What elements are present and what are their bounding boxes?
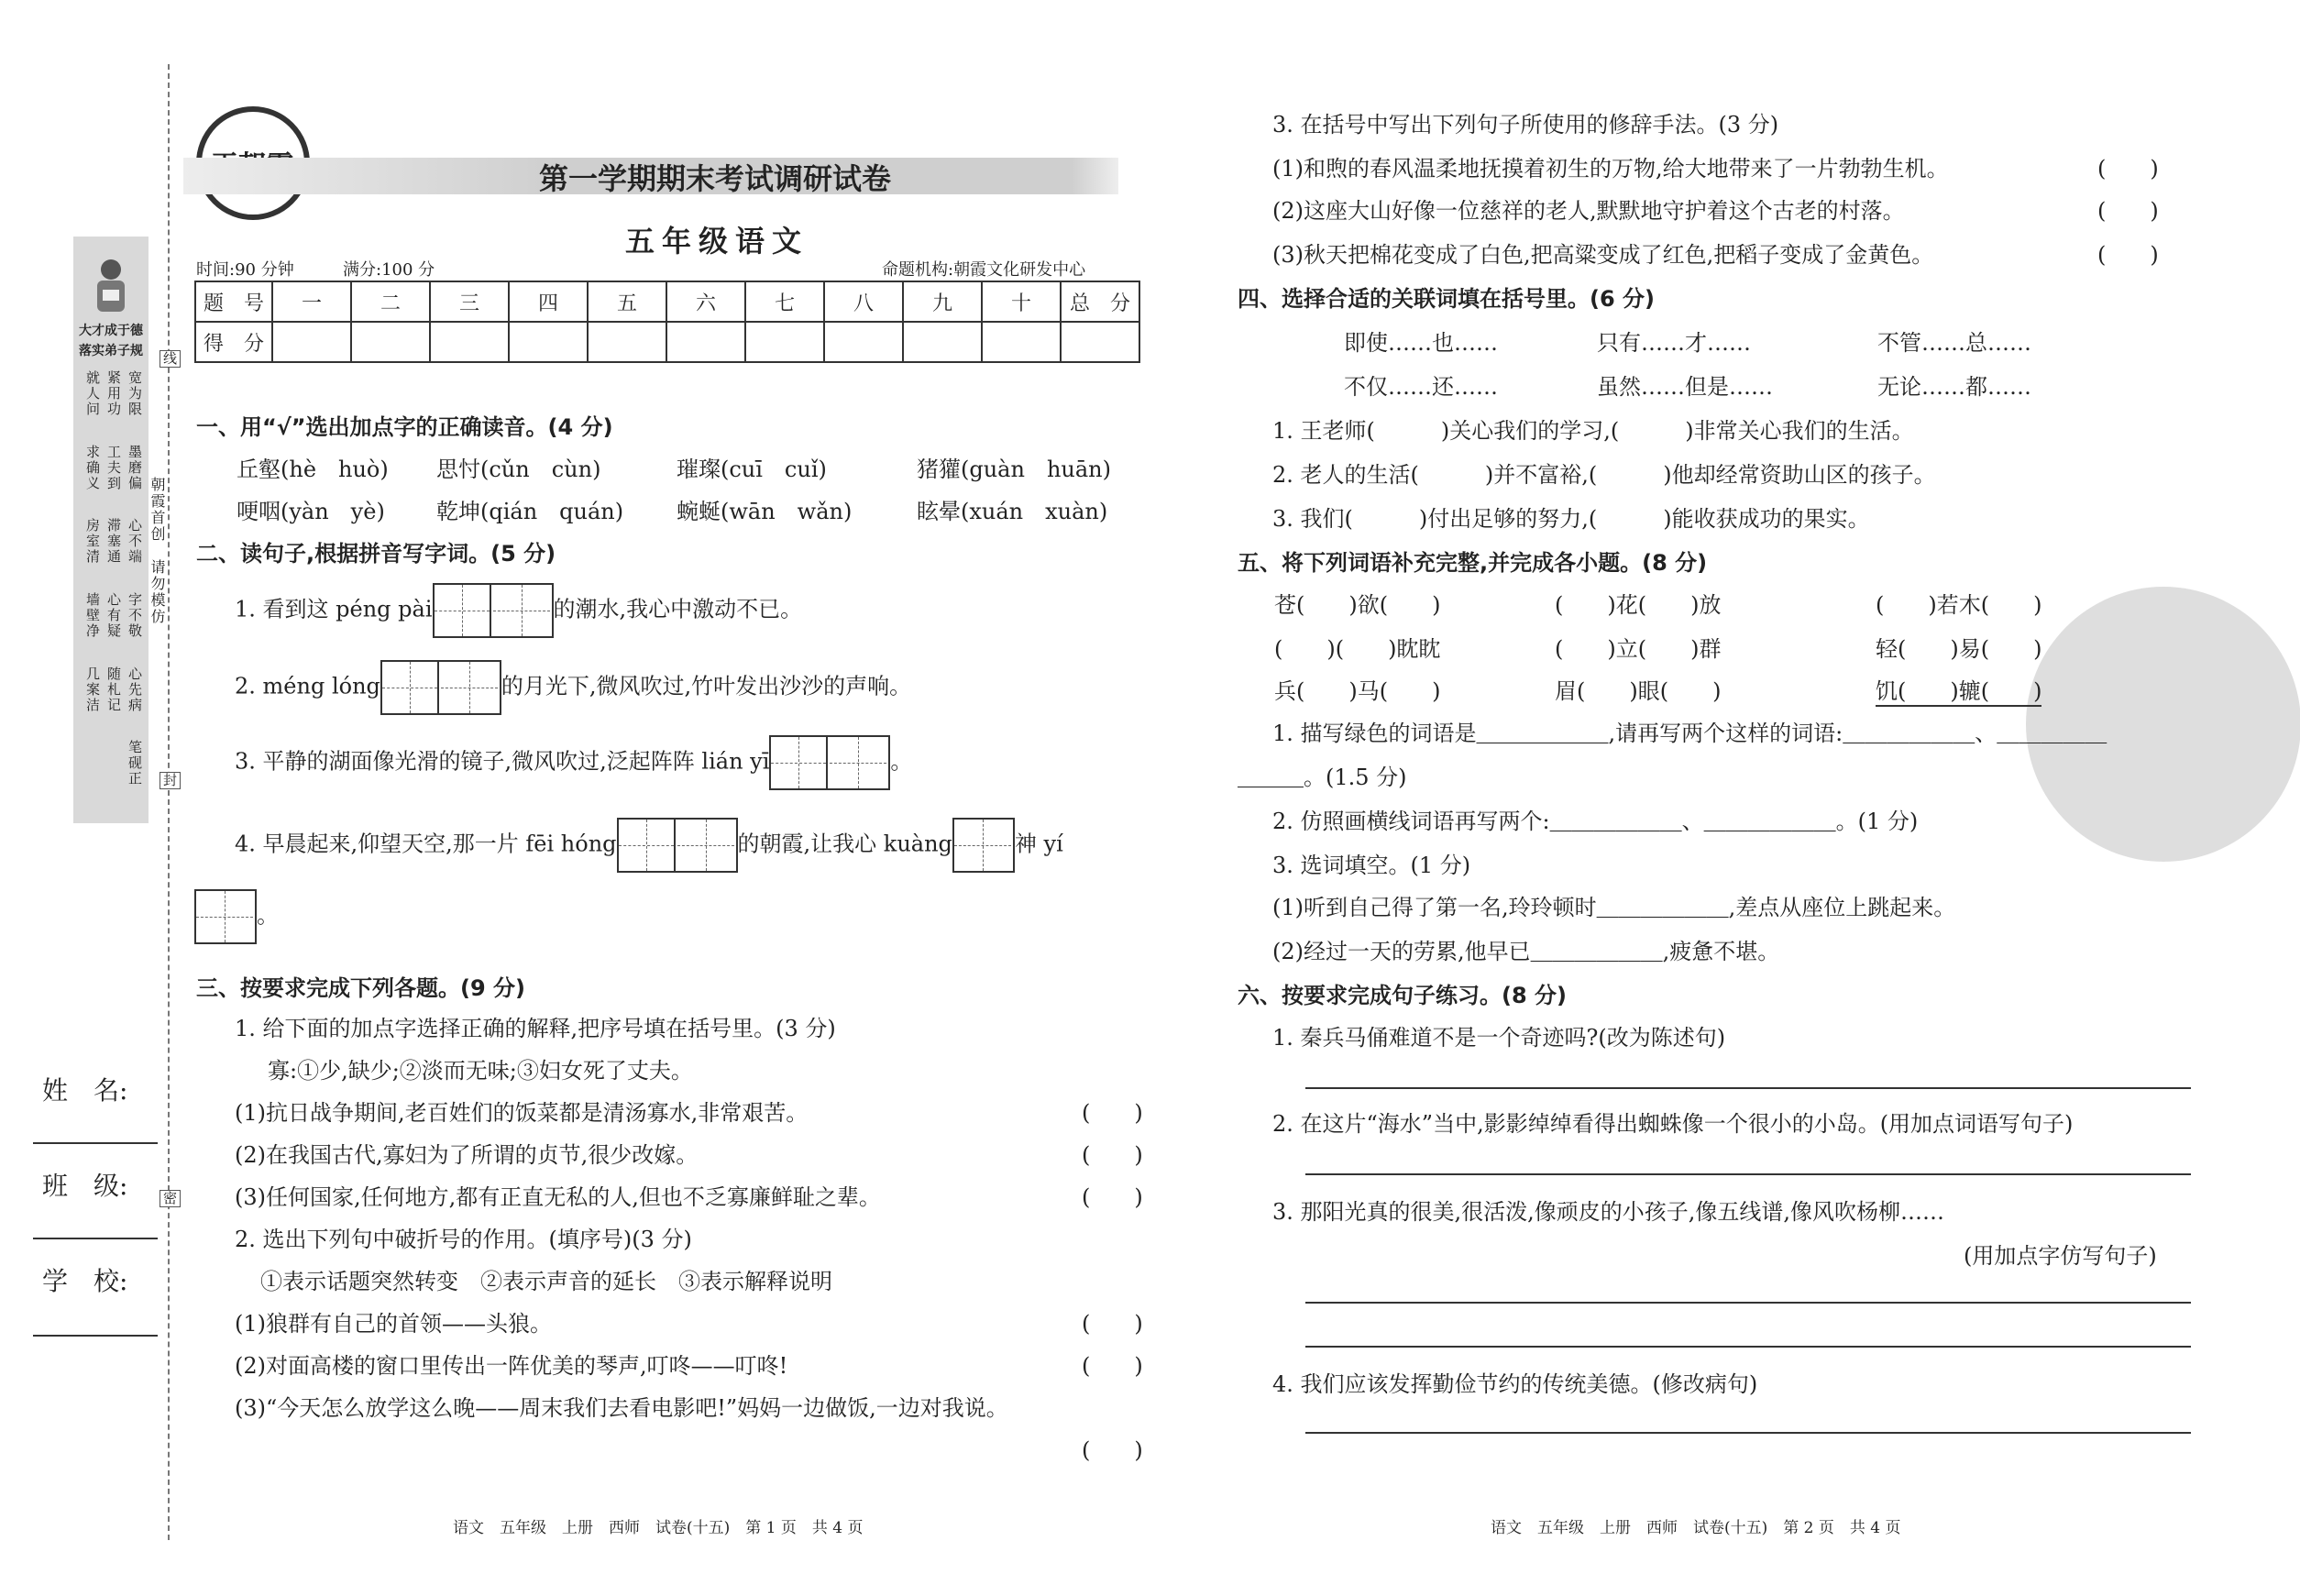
motto-col: 墨磨偏 xyxy=(127,444,143,491)
class-field[interactable] xyxy=(33,1238,158,1239)
score-input[interactable] xyxy=(588,322,666,362)
score-cell: 二 xyxy=(351,281,430,322)
q2-2-text-b: 的月光下,微风吹过,竹叶发出沙沙的声响。 xyxy=(501,673,912,699)
score-cell: 总 分 xyxy=(1061,281,1139,322)
exam-title: 第一学期期末考试调研试卷 xyxy=(539,161,892,196)
score-cell: 一 xyxy=(272,281,351,322)
answer-paren[interactable]: ( ) xyxy=(1082,1184,1143,1210)
q5-word[interactable]: 苍( )欲( ) xyxy=(1274,592,1441,618)
q5-word[interactable]: ( )( )眈眈 xyxy=(1274,636,1441,662)
q2-sentence-4 xyxy=(235,818,1063,873)
q3-3-b: (2)这座大山好像一位慈祥的老人,默默地守护着这个古老的村落。 xyxy=(1272,198,1905,224)
q6-2: 2. 在这片“海水”当中,影影绰绰看得出蜘蛛像一个很小的小岛。(用加点词语写句子) xyxy=(1272,1111,2074,1137)
motto-line-2: 落实弟子规 xyxy=(79,344,143,358)
pinyin-writing-grid[interactable] xyxy=(617,818,738,873)
score-input[interactable] xyxy=(351,322,430,362)
q3-1-c: (3)任何国家,任何地方,都有正直无私的人,但也不乏寡廉鲜耻之辈。 xyxy=(235,1184,881,1210)
q2-sentence-3 xyxy=(235,735,912,790)
pinyin-writing-grid[interactable] xyxy=(433,583,554,638)
score-input[interactable] xyxy=(982,322,1061,362)
q1-item[interactable]: 思忖(cǔn cùn) xyxy=(436,457,601,482)
q1-title: 一、用“√”选出加点字的正确读音。(4 分) xyxy=(196,414,613,440)
q6-3: 3. 那阳光真的很美,很活泼,像顽皮的小孩子,像五线谱,像风吹杨柳…… xyxy=(1272,1199,1945,1225)
score-input[interactable] xyxy=(666,322,745,362)
q6-title: 六、按要求完成句子练习。(8 分) xyxy=(1238,983,1567,1008)
q3-2-b: (2)对面高楼的窗口里传出一阵优美的琴声,叮咚——叮咚! xyxy=(235,1353,788,1379)
q3-2-options: ①表示话题突然转变 ②表示声音的延长 ③表示解释说明 xyxy=(260,1269,832,1294)
q2-3-text-b: 。 xyxy=(890,748,913,775)
copyright-note: 朝霞首创 请勿模仿 xyxy=(149,477,166,625)
q2-4-text-c: 神 yí xyxy=(1014,831,1063,857)
score-table xyxy=(194,281,1140,363)
motto-col: 紧用功 xyxy=(105,370,122,417)
score-input[interactable] xyxy=(272,322,351,362)
answer-paren[interactable]: ( ) xyxy=(1082,1311,1143,1337)
q5-1[interactable]: 1. 描写绿色的词语是＿＿＿＿＿＿,请再写两个这样的词语:＿＿＿＿＿＿、＿＿＿＿＿ xyxy=(1272,721,2107,746)
score-cell: 题 号 xyxy=(195,281,272,322)
q4-word: 只有……才…… xyxy=(1597,330,1751,356)
q3-1-definitions: 寡:①少,缺少;②淡而无味;③妇女死了丈夫。 xyxy=(268,1058,693,1084)
motto-col: 墙壁净 xyxy=(84,591,101,639)
score-cell: 九 xyxy=(903,281,982,322)
q4-word: 即使……也…… xyxy=(1344,330,1498,356)
score-input[interactable] xyxy=(824,322,903,362)
q3-2-c: (3)“今天怎么放学这么晚——周末我们去看电影吧!”妈妈一边做饭,一边对我说。 xyxy=(235,1395,1008,1421)
scholar-figure-icon xyxy=(92,255,130,319)
q2-sentence-4-cont xyxy=(194,889,279,944)
q3-3-instruction: 3. 在括号中写出下列句子所使用的修辞手法。(3 分) xyxy=(1272,112,1779,138)
q5-word[interactable]: 轻( )易( ) xyxy=(1876,636,2042,662)
score-cell: 七 xyxy=(745,281,824,322)
score-cell: 三 xyxy=(430,281,509,322)
q5-title: 五、将下列词语补充完整,并完成各小题。(8 分) xyxy=(1238,550,1708,576)
q1-item[interactable]: 蜿蜒(wān wǎn) xyxy=(677,499,853,524)
motto-banner xyxy=(73,237,149,823)
school-label: 学 校: xyxy=(42,1266,128,1296)
score-input[interactable] xyxy=(509,322,588,362)
name-label: 姓 名: xyxy=(42,1075,128,1106)
q2-sentence-1 xyxy=(235,583,802,638)
q2-4-text-b: 的朝霞,让我心 kuàng xyxy=(737,831,952,857)
answer-paren[interactable]: ( ) xyxy=(2097,198,2159,224)
q2-1-text-b: 的潮水,我心中激动不已。 xyxy=(553,596,803,622)
q3-2-a: (1)狼群有自己的首领——头狼。 xyxy=(235,1311,552,1337)
q5-1-cont[interactable]: ＿＿＿。(1.5 分) xyxy=(1238,765,1407,790)
q4-2[interactable]: 2. 老人的生活( )并不富裕,( )他却经常资助山区的孩子。 xyxy=(1272,462,1936,488)
q6-4: 4. 我们应该发挥勤俭节约的传统美德。(修改病句) xyxy=(1272,1371,1758,1397)
q5-word[interactable]: 眉( )眼( ) xyxy=(1555,678,1722,704)
exam-time: 时间:90 分钟 xyxy=(196,260,294,280)
score-input[interactable] xyxy=(745,322,824,362)
score-input[interactable] xyxy=(1061,322,1139,362)
pinyin-writing-grid[interactable] xyxy=(952,818,1015,873)
q2-4-text-d: 。 xyxy=(257,902,279,929)
q5-word[interactable]: ( )若木( ) xyxy=(1876,592,2042,618)
q5-word[interactable]: ( )花( )放 xyxy=(1555,592,1722,618)
q3-1-instruction: 1. 给下面的加点字选择正确的解释,把序号填在括号里。(3 分) xyxy=(235,1016,836,1041)
score-cell: 四 xyxy=(509,281,588,322)
q3-2-instruction: 2. 选出下列句中破折号的作用。(填序号)(3 分) xyxy=(235,1227,692,1252)
q5-word[interactable]: ( )立( )群 xyxy=(1555,636,1722,662)
pinyin-writing-grid[interactable] xyxy=(380,660,501,715)
q1-item[interactable]: 眩晕(xuán xuàn) xyxy=(917,499,1108,524)
answer-line[interactable] xyxy=(1305,1087,2191,1089)
q5-2[interactable]: 2. 仿照画横线词语再写两个:＿＿＿＿＿＿、＿＿＿＿＿＿。(1 分) xyxy=(1272,809,1919,834)
score-cell: 十 xyxy=(982,281,1061,322)
exam-organizer: 命题机构:朝霞文化研发中心 xyxy=(882,260,1086,280)
q5-3: 3. 选词填空。(1 分) xyxy=(1272,853,1471,878)
binding-dashed-line xyxy=(168,64,170,1540)
answer-line[interactable] xyxy=(1305,1173,2191,1175)
q5-word-underlined[interactable]: 饥( )辘( ) xyxy=(1876,673,2041,707)
motto-col: 随札记 xyxy=(105,666,122,713)
q2-title: 二、读句子,根据拼音写字词。(5 分) xyxy=(196,541,556,567)
left-footer: 语文 五年级 上册 西师 试卷(十五) 第 1 页 共 4 页 xyxy=(453,1519,864,1537)
exam-full-score: 满分:100 分 xyxy=(343,260,435,280)
q4-word: 无论……都…… xyxy=(1877,374,2031,400)
school-field[interactable] xyxy=(33,1335,158,1337)
q5-3-b[interactable]: (2)经过一天的劳累,他早已＿＿＿＿＿＿,疲惫不堪。 xyxy=(1272,939,1780,964)
q4-title: 四、选择合适的关联词填在括号里。(6 分) xyxy=(1238,286,1655,312)
answer-line[interactable] xyxy=(1305,1432,2191,1434)
seal-mark-seal: 封 xyxy=(160,772,181,789)
q4-word: 不管……总…… xyxy=(1877,330,2031,356)
motto-columns xyxy=(77,370,145,810)
motto-col: 心不端 xyxy=(127,518,143,566)
right-footer: 语文 五年级 上册 西师 试卷(十五) 第 2 页 共 4 页 xyxy=(1491,1519,1901,1537)
name-field[interactable] xyxy=(33,1142,158,1144)
answer-paren[interactable]: ( ) xyxy=(1082,1437,1143,1463)
q1-item[interactable]: 丘壑(hè huò) xyxy=(237,457,389,482)
score-cell: 五 xyxy=(588,281,666,322)
answer-paren[interactable]: ( ) xyxy=(1082,1353,1143,1379)
pinyin-writing-grid[interactable] xyxy=(769,735,890,790)
answer-paren[interactable]: ( ) xyxy=(1082,1100,1143,1126)
q3-1-b: (2)在我国古代,寡妇为了所谓的贞节,很少改嫁。 xyxy=(235,1142,699,1168)
q3-3-a: (1)和煦的春风温柔地抚摸着初生的万物,给大地带来了一片勃勃生机。 xyxy=(1272,156,1949,182)
q4-1[interactable]: 1. 王老师( )关心我们的学习,( )非常关心我们的生活。 xyxy=(1272,418,1914,444)
q1-item[interactable]: 哽咽(yàn yè) xyxy=(237,499,385,524)
answer-line[interactable] xyxy=(1305,1302,2191,1304)
q1-item[interactable]: 乾坤(qián quán) xyxy=(436,499,624,524)
motto-col: 字不敬 xyxy=(127,591,143,639)
motto-col: 滞塞通 xyxy=(105,518,122,566)
q6-1: 1. 秦兵马俑难道不是一个奇迹吗?(改为陈述句) xyxy=(1272,1025,1726,1051)
score-cell: 六 xyxy=(666,281,745,322)
answer-paren[interactable]: ( ) xyxy=(1082,1142,1143,1168)
q4-word: 虽然……但是…… xyxy=(1597,374,1773,400)
score-table-row xyxy=(195,322,1139,362)
score-input[interactable] xyxy=(903,322,982,362)
q5-3-a[interactable]: (1)听到自己得了第一名,玲玲顿时＿＿＿＿＿＿,差点从座位上跳起来。 xyxy=(1272,895,1956,920)
motto-line-1: 大才成于德 xyxy=(79,324,143,338)
motto-col: 房室清 xyxy=(84,518,101,566)
q6-3-requirement: (用加点字仿写句子) xyxy=(1964,1243,2157,1269)
subject-title: 五年级语文 xyxy=(625,224,809,259)
q3-3-c: (3)秋天把棉花变成了白色,把高粱变成了红色,把稻子变成了金黄色。 xyxy=(1272,242,1934,268)
answer-paren[interactable]: ( ) xyxy=(2097,156,2159,182)
q4-3[interactable]: 3. 我们( )付出足够的努力,( )能收获成功的果实。 xyxy=(1272,506,1870,532)
score-table-header xyxy=(195,281,1139,322)
q3-1-a: (1)抗日战争期间,老百姓们的饭菜都是清汤寡水,非常艰苦。 xyxy=(235,1100,809,1126)
class-label: 班 级: xyxy=(42,1171,128,1201)
motto-col: 工夫到 xyxy=(105,444,122,491)
score-cell: 得 分 xyxy=(195,322,272,362)
seal-mark-line: 线 xyxy=(160,350,181,368)
q2-1-text-a: 1. 看到这 péng pài xyxy=(235,596,433,622)
motto-col: 几案洁 xyxy=(84,666,101,713)
q2-2-text-a: 2. méng lóng xyxy=(235,673,380,699)
q2-4-text-a: 4. 早晨起来,仰望天空,那一片 fēi hóng xyxy=(235,831,617,857)
motto-col: 求确义 xyxy=(84,444,101,491)
answer-line[interactable] xyxy=(1305,1346,2191,1348)
motto-col: 笔砚正 xyxy=(127,740,143,787)
q3-title: 三、按要求完成下列各题。(9 分) xyxy=(196,975,525,1001)
q1-item[interactable]: 猪獾(guàn huān) xyxy=(917,457,1111,482)
motto-col: 就人问 xyxy=(84,370,101,417)
score-input[interactable] xyxy=(430,322,509,362)
answer-paren[interactable]: ( ) xyxy=(2097,242,2159,268)
motto-col: 心有疑 xyxy=(105,591,122,639)
motto-col: 宽为限 xyxy=(127,370,143,417)
q2-sentence-2 xyxy=(235,660,911,715)
q4-word: 不仅……还…… xyxy=(1344,374,1498,400)
score-cell: 八 xyxy=(824,281,903,322)
pinyin-writing-grid[interactable] xyxy=(194,889,257,944)
seal-mark-secret: 密 xyxy=(160,1190,181,1207)
q1-item[interactable]: 璀璨(cuī cuǐ) xyxy=(677,457,827,482)
q5-word[interactable]: 兵( )马( ) xyxy=(1274,678,1441,704)
q2-3-text-a: 3. 平静的湖面像光滑的镜子,微风吹过,泛起阵阵 lián yī xyxy=(235,748,770,775)
motto-col: 心先病 xyxy=(127,666,143,713)
